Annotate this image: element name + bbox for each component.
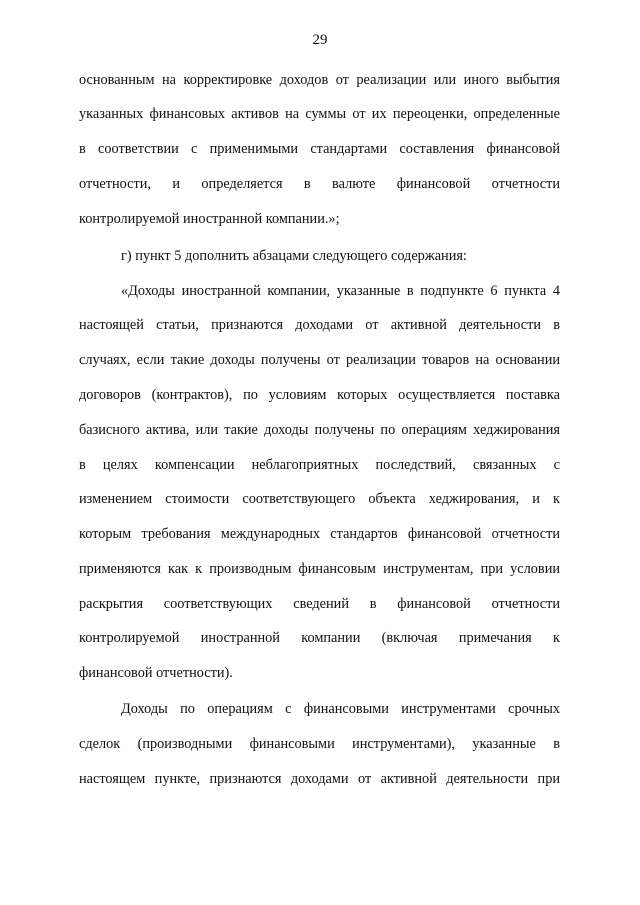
text-line: настоящей статьи, признаются доходами от активной деятельности в xyxy=(79,317,560,333)
text-line: настоящем пункте, признаются доходами от активной деятельности при xyxy=(79,771,560,787)
text-line: «Доходы иностранной компании, указанные в подпункте 6 пункта 4 xyxy=(121,283,560,299)
text-line: применяются как к производным финансовым инструментам, при условии xyxy=(79,561,560,577)
text-line: основанным на корректировке доходов от реализации или иного выбытия xyxy=(79,72,560,88)
text-line: раскрытия соответствующих сведений в финансовой отчетности xyxy=(79,596,560,612)
text-line: сделок (производными финансовыми инструментами), указанные в xyxy=(79,736,560,752)
text-line: случаях, если такие доходы получены от реализации товаров на основании xyxy=(79,352,560,368)
text-line: договоров (контрактов), по условиям которых осуществляется поставка xyxy=(79,387,560,403)
text-line: в целях компенсации неблагоприятных последствий, связанных с xyxy=(79,457,560,473)
text-line: которым требования международных стандартов финансовой отчетности xyxy=(79,526,560,542)
text-line: г) пункт 5 дополнить абзацами следующего содержания: xyxy=(121,248,467,264)
text-line: Доходы по операциям с финансовыми инструментами срочных xyxy=(121,701,560,717)
text-line: базисного актива, или такие доходы получены по операциям хеджирования xyxy=(79,422,560,438)
text-line: отчетности, и определяется в валюте финансовой отчетности xyxy=(79,176,560,192)
text-line: указанных финансовых активов на суммы от их переоценки, определенные xyxy=(79,106,560,122)
text-line: в соответствии с применимыми стандартами составления финансовой xyxy=(79,141,560,157)
page-number: 29 xyxy=(312,32,328,48)
text-line: контролируемой иностранной компании (включая примечания к xyxy=(79,630,560,646)
text-line: финансовой отчетности). xyxy=(79,665,233,681)
text-line: изменением стоимости соответствующего объекта хеджирования, и к xyxy=(79,491,560,507)
text-line: контролируемой иностранной компании.»; xyxy=(79,211,340,227)
